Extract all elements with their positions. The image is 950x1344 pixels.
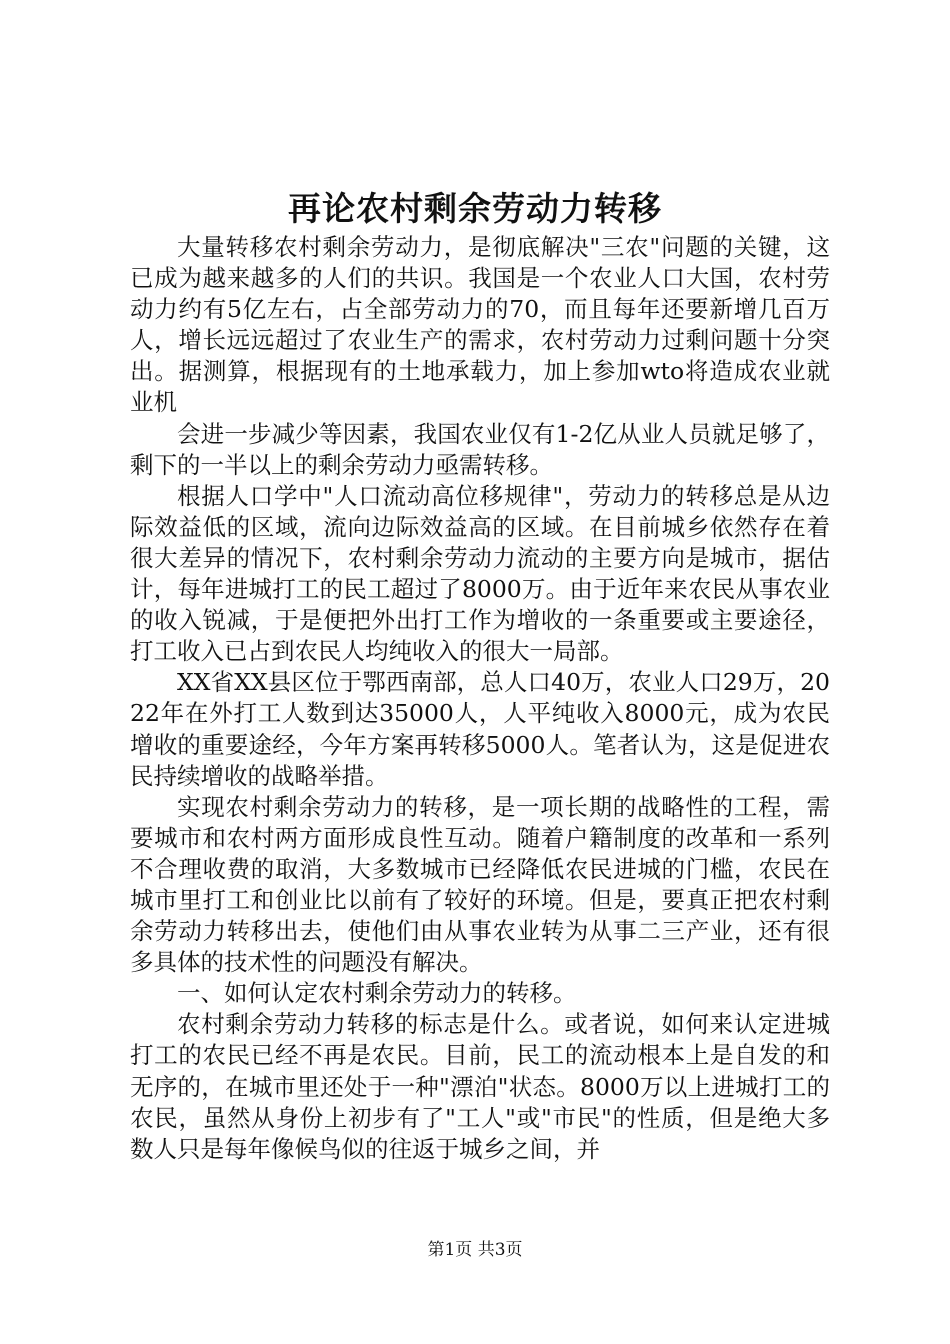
page-number-footer: 第1页 共3页 <box>427 1240 523 1260</box>
paragraph: 根据人口学中"人口流动高位移规律"，劳动力的转移总是从边际效益低的区域，流向边际效益高的区域。在目前城乡依然存在着很大差异的情况下，农村剩余劳动力流动的主要方向是城市，据估计，每年进城打工的民工超过了8000万。由于近年来农民从事农业的收入锐减，于是便把外出打工作为增收的一条重要或主要途径，打工收入已占到农民人均纯收入的很大一局部。 <box>130 481 830 666</box>
paragraph: 农村剩余劳动力转移的标志是什么。或者说，如何来认定进城打工的农民已经不再是农民。目前，民工的流动根本上是自发的和无序的，在城市里还处于一种"漂泊"状态。8000万以上进城打工的农民，虽然从身份上初步有了"工人"或"市民"的性质，但是绝大多数人只是每年像候鸟似的往返于城乡之间，并 <box>130 1010 830 1163</box>
paragraph: XX省XX县区位于鄂西南部，总人口40万，农业人口29万，2022年在外打工人数到达35000人，人平纯收入8000元，成为农民增收的重要途经，今年方案再转移5000人。笔者认为，这是促进农民持续增收的战略举措。 <box>130 668 830 790</box>
document-body <box>130 232 830 1165</box>
section-heading: 一、如何认定农村剩余劳动力的转移。 <box>177 979 577 1008</box>
paragraph: 大量转移农村剩余劳动力，是彻底解决"三农"问题的关键，这已成为越来越多的人们的共识。我国是一个农业人口大国，农村劳动力约有5亿左右，占全部劳动力的70，而且每年还要新增几百万人，增长远远超过了农业生产的需求，农村劳动力过剩问题十分突出。据测算，根据现有的土地承载力，加上参加wto将造成农业就业机 <box>130 233 830 417</box>
paragraph: 会进一步减少等因素，我国农业仅有1-2亿从业人员就足够了，剩下的一半以上的剩余劳动力亟需转移。 <box>130 419 830 479</box>
paragraph: 实现农村剩余劳动力的转移，是一项长期的战略性的工程，需要城市和农村两方面形成良性互动。随着户籍制度的改革和一系列不合理收费的取消，大多数城市已经降低农民进城的门槛，农民在城市里打工和创业比以前有了较好的环境。但是，要真正把农村剩余劳动力转移出去，使他们由从事农业转为从事二三产业，还有很多具体的技术性的问题没有解决。 <box>130 792 830 977</box>
document-title: 再论农村剩余劳动力转移 <box>288 189 662 228</box>
